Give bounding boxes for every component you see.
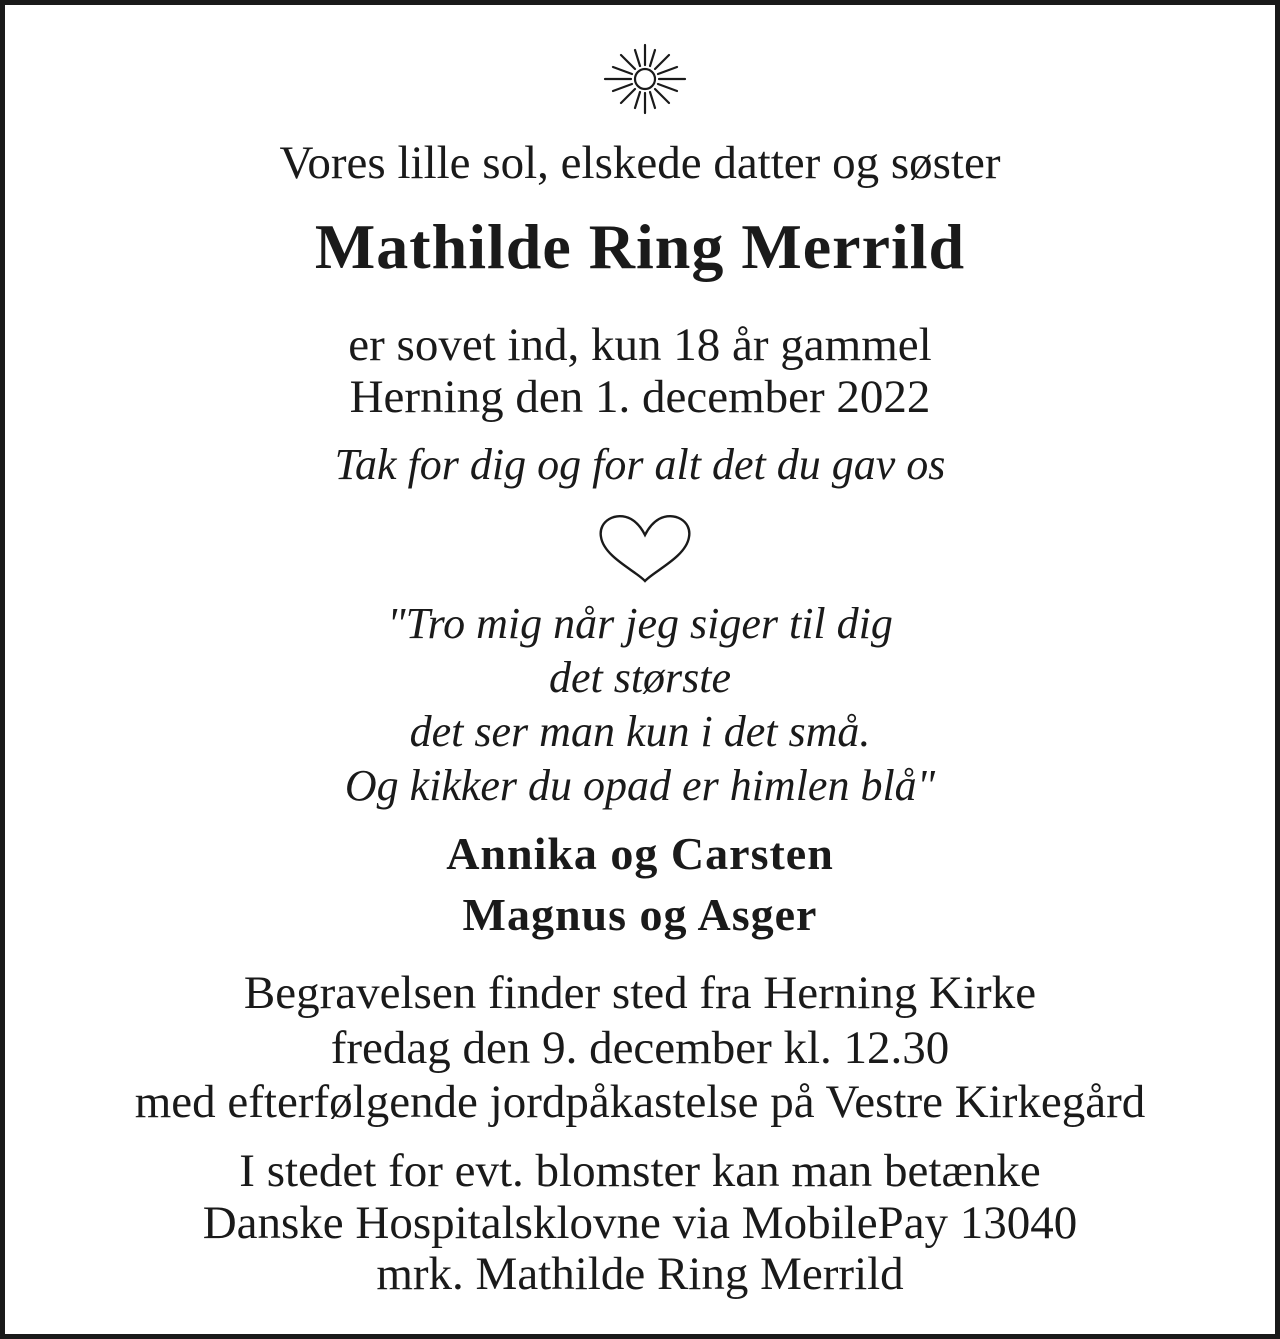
heading-text: Vores lille sol, elskede datter og søster [279,137,1001,189]
deceased-name: Mathilde Ring Merrild [314,211,966,282]
poem-line: Og kikker du opad er himlen blå" [344,761,936,810]
funeral-line: fredag den 9. december kl. 12.30 [330,1022,950,1074]
poem-line: det største [548,653,732,702]
funeral-line: Begravelsen finder sted fra Herning Kirke [243,967,1037,1019]
family-line: Magnus og Asger [462,889,818,940]
death-notice-line: Herning den 1. december 2022 [349,371,931,423]
donation-line: Danske Hospitalsklovne via MobilePay 13040 [202,1197,1078,1249]
family-line: Annika og Carsten [446,828,834,879]
heart-icon [596,513,694,585]
poem-line: "Tro mig når jeg siger til dig [387,599,893,648]
donation-line: I stedet for evt. blomster kan man betænke [239,1145,1041,1197]
donation-line: mrk. Mathilde Ring Merrild [376,1248,904,1300]
funeral-line: med efterfølgende jordpåkastelse på Vestre Kirkegård [134,1076,1146,1128]
thanks-text: Tak for dig og for alt det du gav os [334,440,946,489]
death-notice-line: er sovet ind, kun 18 år gammel [348,319,932,371]
poem-line: det ser man kun i det små. [409,707,871,756]
sun-icon [600,41,690,117]
